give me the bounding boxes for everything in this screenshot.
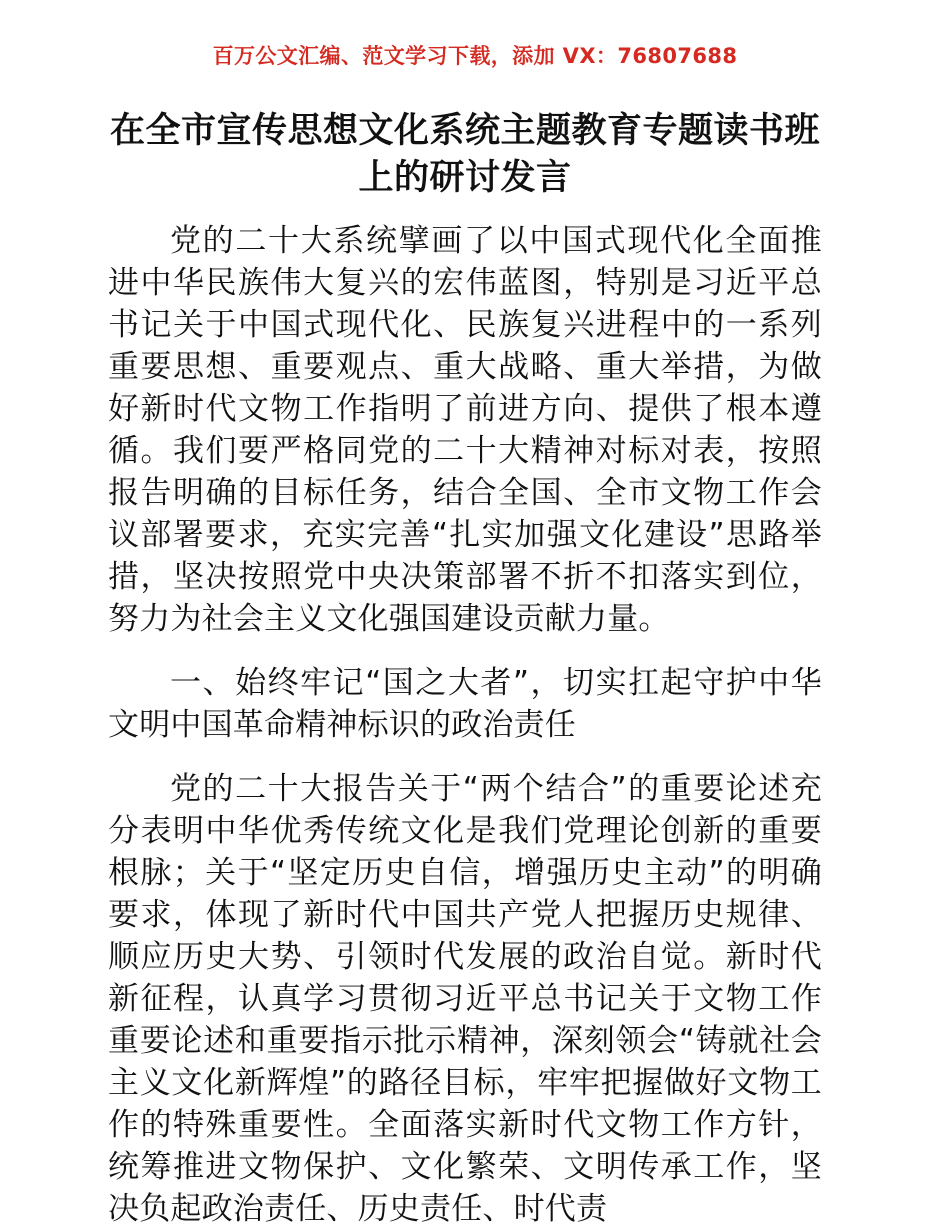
- title-spacer: [108, 202, 822, 220]
- block-spacer-2: [108, 746, 822, 768]
- section-heading-1: 一、始终牢记“国之大者”，切实扛起守护中华文明中国革命精神标识的政治责任: [108, 665, 822, 743]
- promo-watermark-header: 百万公文汇编、范文学习下载，添加 VX：76807688: [212, 44, 738, 68]
- block-spacer-1: [108, 640, 822, 662]
- body-paragraph-2: 党的二十大报告关于“两个结合”的重要论述充分表明中华优秀传统文化是我们党理论创新的重要根脉；关于“坚定历史自信，增强历史主动”的明确要求，体现了新时代中国共产党人把握历史规律、顺应历史大势、引领时代发展的政治自觉。新时代新征程，认真学习贯彻习近平总书记关于文物工作重要论述和重要指示批示精神，深刻领会“铸就社会主义文化新辉煌”的路径目标，牢牢把握做好文物工作的特殊重要性。全面落实新时代文物工作方针，统筹推进文物保护、文化繁荣、文明传承工作，坚决负起政治责任、历史责任、时代责: [108, 771, 822, 1227]
- document-body: [108, 108, 822, 1230]
- body-paragraph-1: 党的二十大系统擘画了以中国式现代化全面推进中华民族伟大复兴的宏伟蓝图，特别是习近平总书记关于中国式现代化、民族复兴进程中的一系列重要思想、重要观点、重大战略、重大举措，为做好新时代文物工作指明了前进方向、提供了根本遵循。我们要严格同党的二十大精神对标对表，按照报告明确的目标任务，结合全国、全市文物工作会议部署要求，充实完善“扎实加强文化建设”思路举措，坚决按照党中央决策部署不折不扣落实到位，努力为社会主义文化强国建设贡献力量。: [108, 223, 822, 637]
- document-title: 在全市宣传思想文化系统主题教育专题读书班上的研讨发言: [109, 111, 820, 198]
